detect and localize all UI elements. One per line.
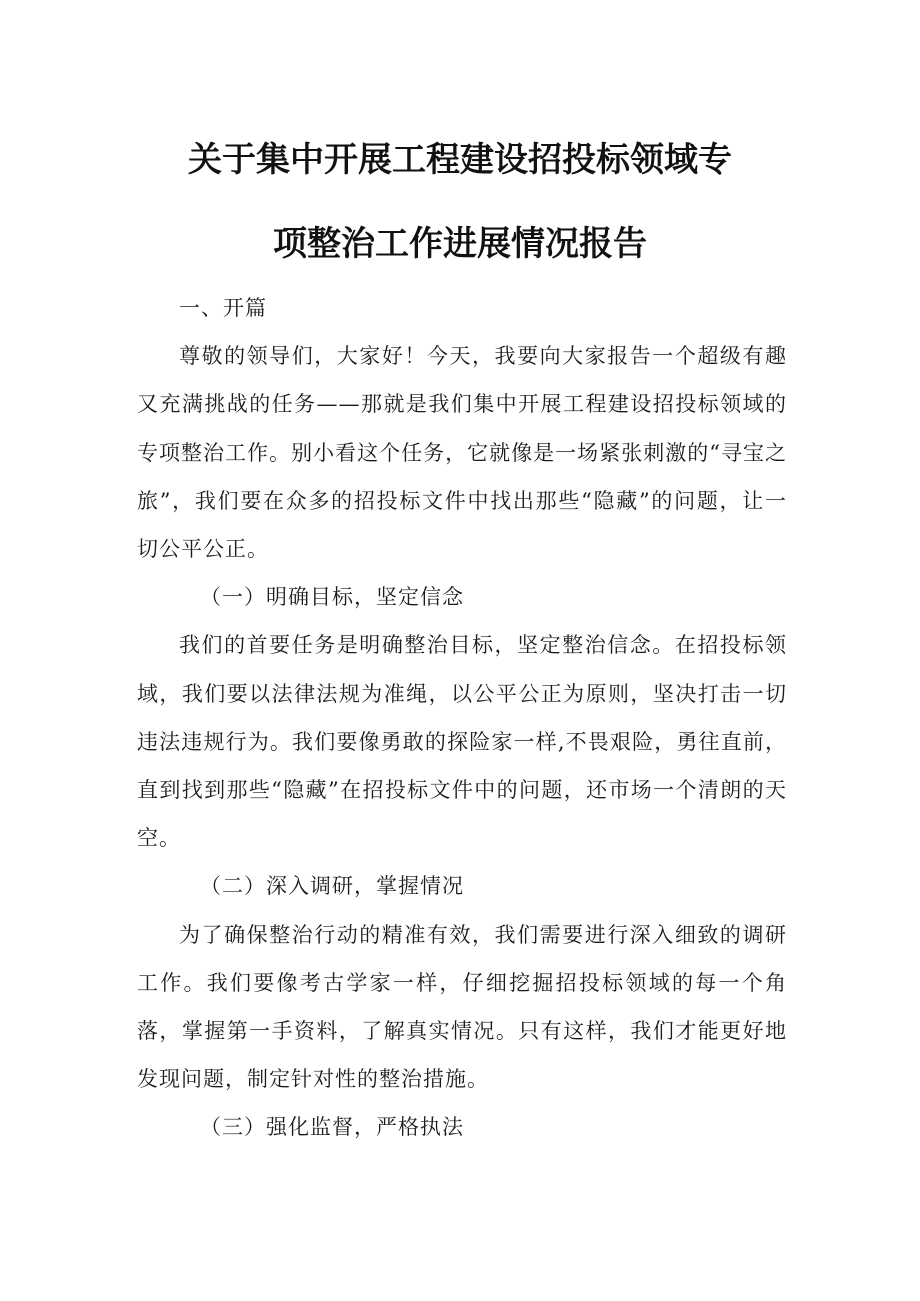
document-body	[137, 284, 787, 1152]
paragraph-2: 为了确保整治行动的精准有效，我们需要进行深入细致的调研工作。我们要像考古学家一样，仔细挖掘招投标领域的每一个角落，掌握第一手资料，了解真实情况。只有这样，我们才能更好地发现问题，制定针对性的整治措施。	[137, 922, 787, 1092]
subheading-2: （二）深入调研，掌握情况	[200, 874, 464, 899]
paragraph-opening: 尊敬的领导们，大家好！今天，我要向大家报告一个超级有趣又充满挑战的任务——那就是我们集中开展工程建设招投标领域的专项整治工作。别小看这个任务，它就像是一场紧张刺激的“寻宝之旅”，我们要在众多的招投标文件中找出那些“隐藏”的问题，让一切公平公正。	[137, 344, 787, 562]
subheading-1: （一）明确目标，坚定信念	[200, 585, 464, 610]
section-heading-opening: 一、开篇	[179, 296, 267, 320]
document-title-line1: 关于集中开展工程建设招投标领域专	[188, 140, 732, 180]
paragraph-1: 我们的首要任务是明确整治目标，坚定整治信念。在招投标领域，我们要以法律法规为准绳，以公平公正为原则，坚决打击一切违法违规行为。我们要像勇敢的探险家一样,不畏艰险，勇往直前，直到找到那些“隐藏”在招投标文件中的问题，还市场一个清朗的天空。	[137, 633, 787, 851]
document-title-line2: 项整治工作进展情况报告	[273, 224, 647, 264]
subheading-3: （三）强化监督，严格执法	[200, 1115, 464, 1140]
